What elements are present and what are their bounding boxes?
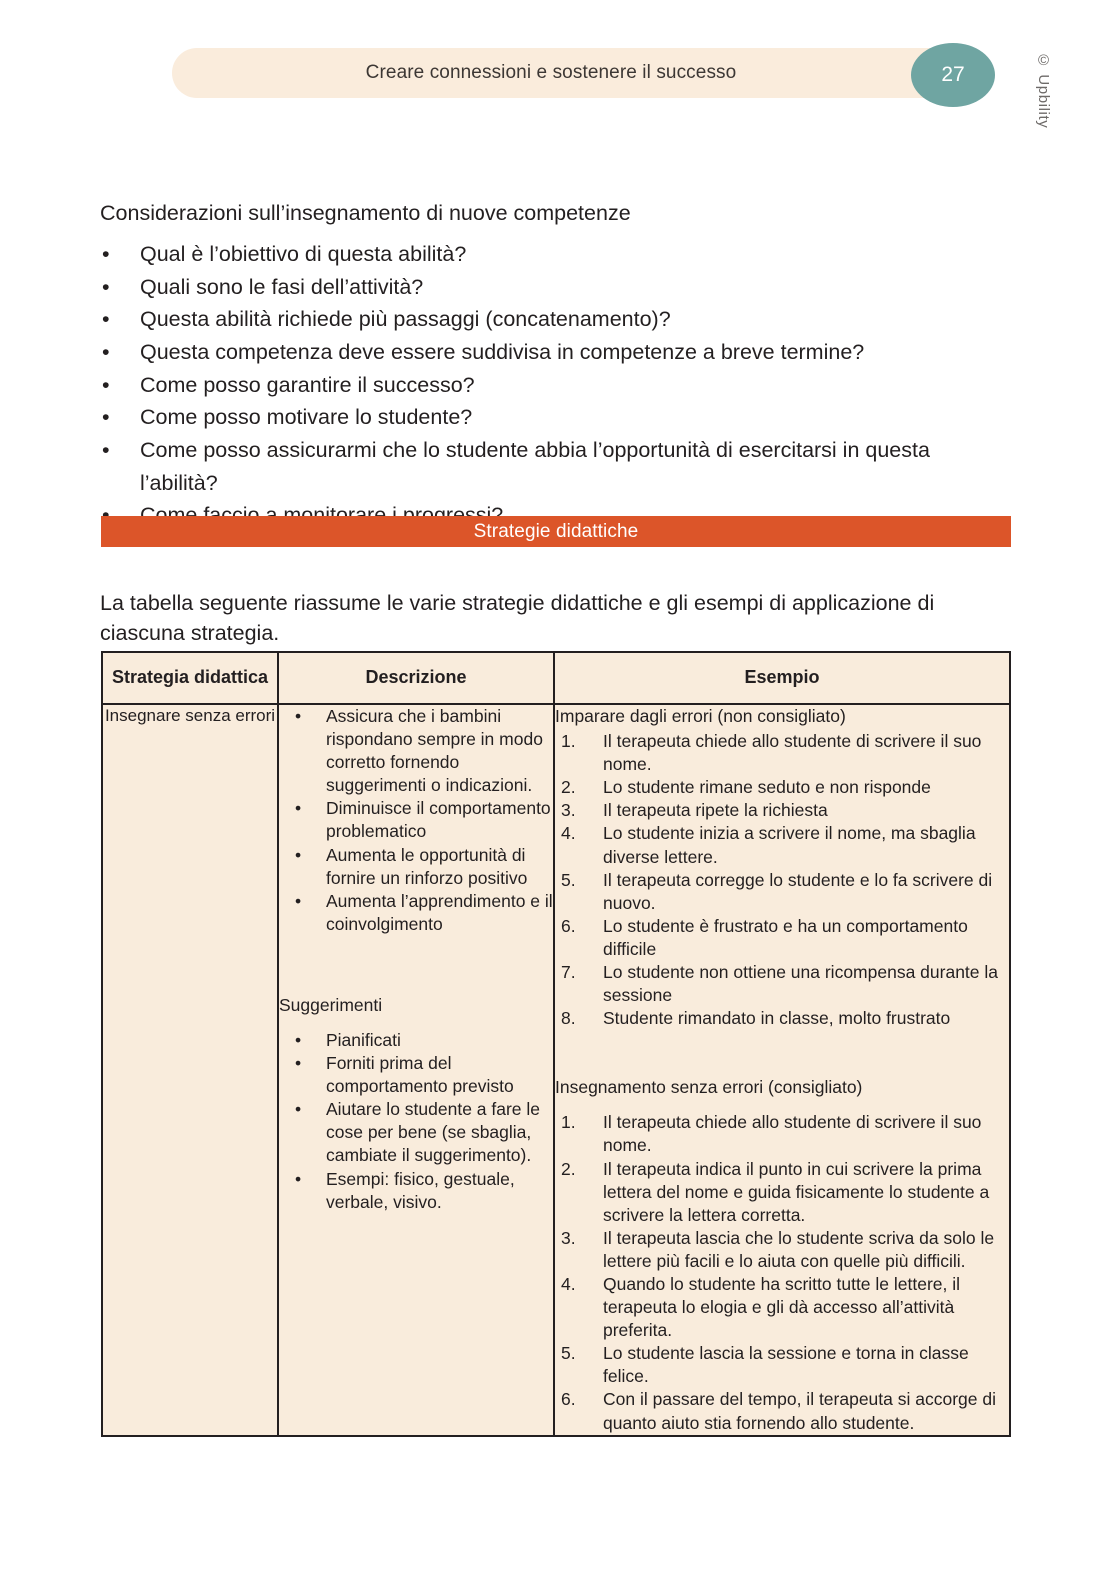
list-number: 1. — [561, 1112, 576, 1133]
list-number: 7. — [561, 961, 576, 982]
list-item — [279, 705, 553, 797]
list-item — [555, 1388, 1009, 1434]
list-item-label: Lo studente rimane seduto e non risponde — [603, 777, 931, 798]
bullet-icon: • — [102, 339, 110, 364]
list-item-label: Questa competenza deve essere suddivisa in competenze a breve termine? — [140, 339, 865, 364]
bullet-icon: • — [102, 274, 110, 299]
list-item — [555, 799, 1009, 822]
list-number: 5. — [561, 1343, 576, 1364]
description-bullets-primary — [279, 705, 553, 936]
example-list-senza-errori — [555, 1111, 1009, 1434]
list-item — [100, 238, 1012, 271]
list-item-label: Con il passare del tempo, il terapeuta si accorge di quanto aiuto stia fornendo allo studente. — [603, 1389, 996, 1433]
description-bullets-suggerimenti — [279, 1029, 553, 1214]
section-banner — [101, 516, 1011, 547]
list-item — [555, 915, 1009, 961]
list-number: 3. — [561, 1227, 576, 1248]
list-item — [100, 271, 1012, 304]
list-item-label: Il terapeuta ripete la richiesta — [603, 800, 828, 821]
block-spacer — [555, 1030, 1009, 1076]
bullet-icon: • — [102, 372, 110, 397]
list-item — [555, 1158, 1009, 1227]
list-item — [555, 869, 1009, 915]
list-item — [279, 1098, 553, 1167]
list-item-label: Lo studente lascia la sessione e torna in classe felice. — [603, 1343, 969, 1387]
header-bar — [172, 48, 990, 98]
list-item-label: Questa abilità richiede più passaggi (concatenamento)? — [140, 307, 671, 332]
cell-strategy: Insegnare senza errori — [102, 704, 278, 1436]
list-item — [555, 822, 1009, 868]
list-item — [100, 369, 1012, 402]
list-number: 8. — [561, 1008, 576, 1029]
list-item — [100, 336, 1012, 369]
list-item — [279, 890, 553, 936]
page-number-badge — [911, 43, 995, 107]
list-item-label: Il terapeuta indica il punto in cui scrivere la prima lettera del nome e guida fisicamente lo studente a scrivere la lettera corretta. — [603, 1158, 990, 1225]
list-item-label: Il terapeuta chiede allo studente di scrivere il suo nome. — [603, 1112, 982, 1156]
example-list-errori — [555, 730, 1009, 1030]
list-item — [100, 401, 1012, 434]
column-header-description: Descrizione — [278, 652, 554, 704]
page-number-label: 27 — [941, 63, 965, 86]
list-item — [279, 1052, 553, 1098]
list-item-label: Quando lo studente ha scritto tutte le lettere, il terapeuta lo elogia e gli dà accesso all’attività preferita. — [603, 1274, 961, 1341]
list-item — [555, 1342, 1009, 1388]
strategy-table — [101, 651, 1011, 1437]
list-item — [279, 1168, 553, 1214]
bullet-icon: • — [295, 1168, 302, 1189]
table-intro-text: La tabella seguente riassume le varie strategie didattiche e gli esempi di applicazione di ciascuna strategia. — [100, 590, 935, 646]
list-item — [555, 1111, 1009, 1157]
list-item-label: Come posso garantire il successo? — [140, 372, 475, 397]
cell-description — [278, 704, 554, 1436]
list-item — [279, 844, 553, 890]
list-number: 5. — [561, 869, 576, 890]
list-item — [100, 434, 1012, 499]
list-item-label: Aumenta le opportunità di fornire un rinforzo positivo — [326, 844, 528, 888]
list-item-label: Come posso assicurarmi che lo studente abbia l’opportunità di esercitarsi in questa l’abilità? — [140, 437, 930, 495]
list-item-label: Il terapeuta lascia che lo studente scriva da solo le lettere più facili e lo aiuta con quelle più difficili. — [603, 1227, 995, 1271]
bullet-icon: • — [295, 1029, 302, 1050]
list-number: 3. — [561, 800, 576, 821]
list-number: 2. — [561, 777, 576, 798]
list-item — [555, 1007, 1009, 1030]
considerations-list — [100, 238, 1012, 532]
list-item-label: Lo studente non ottiene una ricompensa durante la sessione — [603, 961, 999, 1006]
list-item-label: Qual è l’obiettivo di questa abilità? — [140, 241, 467, 266]
list-item-label: Aumenta l’apprendimento e il coinvolgimento — [326, 890, 553, 934]
list-item-label: Diminuisce il comportamento problematico — [326, 798, 551, 842]
intro-section — [100, 200, 1012, 532]
list-number: 6. — [561, 915, 576, 936]
bullet-icon: • — [102, 437, 110, 462]
list-item — [279, 1029, 553, 1052]
list-item-label: Lo studente inizia a scrivere il nome, ma sbaglia diverse lettere. — [603, 823, 976, 867]
list-number: 4. — [561, 1274, 576, 1295]
intro-heading: Considerazioni sull’insegnamento di nuove competenze — [100, 201, 631, 225]
list-item — [555, 776, 1009, 799]
bullet-icon: • — [102, 307, 110, 332]
list-number: 1. — [561, 731, 576, 752]
copyright-notice: © Upbility — [1035, 52, 1052, 129]
list-item-label: Il terapeuta corregge lo studente e lo fa scrivere di nuovo. — [603, 869, 993, 913]
example-block1-title: Imparare dagli errori (non consigliato) — [555, 705, 846, 726]
list-item-label: Forniti prima del comportamento previsto — [326, 1053, 514, 1097]
example-block2-title: Insegnamento senza errori (consigliato) — [555, 1077, 863, 1098]
list-number: 6. — [561, 1389, 576, 1410]
suggerimenti-title: Suggerimenti — [279, 994, 383, 1015]
list-item — [555, 1227, 1009, 1273]
column-header-example: Esempio — [554, 652, 1010, 704]
list-item — [555, 961, 1009, 1007]
bullet-icon: • — [295, 705, 302, 726]
bullet-icon: • — [295, 1053, 302, 1074]
list-item-label: Aiutare lo studente a fare le cose per bene (se sbaglia, cambiate il suggerimento). — [326, 1099, 541, 1166]
list-item-label: Esempi: fisico, gestuale, verbale, visivo. — [326, 1168, 515, 1212]
page-header — [172, 48, 990, 98]
table-header-row — [102, 652, 1010, 704]
bullet-icon: • — [295, 890, 302, 911]
list-item-label: Studente rimandato in classe, molto frustrato — [603, 1008, 951, 1029]
list-item — [555, 1273, 1009, 1342]
bullet-icon: • — [102, 405, 110, 430]
bullet-icon: • — [102, 241, 110, 266]
block-spacer — [279, 936, 553, 994]
bullet-icon: • — [295, 844, 302, 865]
list-item-label: Assicura che i bambini rispondano sempre in modo corretto fornendo suggerimenti o indicazioni. — [326, 705, 543, 796]
cell-example — [554, 704, 1010, 1436]
list-number: 2. — [561, 1158, 576, 1179]
list-item-label: Pianificati — [326, 1029, 401, 1050]
header-title: Creare connessioni e sostenere il successo — [365, 62, 737, 83]
list-item — [279, 797, 553, 843]
list-item — [100, 303, 1012, 336]
list-item-label: Quali sono le fasi dell’attività? — [140, 274, 424, 299]
list-item-label: Il terapeuta chiede allo studente di scrivere il suo nome. — [603, 731, 982, 775]
bullet-icon: • — [295, 798, 302, 819]
column-header-strategy: Strategia didattica — [102, 652, 278, 704]
list-item-label: Come posso motivare lo studente? — [140, 405, 473, 430]
section-banner-label: Strategie didattiche — [473, 520, 639, 542]
list-item — [555, 730, 1009, 776]
table-row — [102, 704, 1010, 1436]
list-number: 4. — [561, 823, 576, 844]
bullet-icon: • — [295, 1099, 302, 1120]
list-item-label: Lo studente è frustrato e ha un comportamento difficile — [603, 915, 968, 959]
